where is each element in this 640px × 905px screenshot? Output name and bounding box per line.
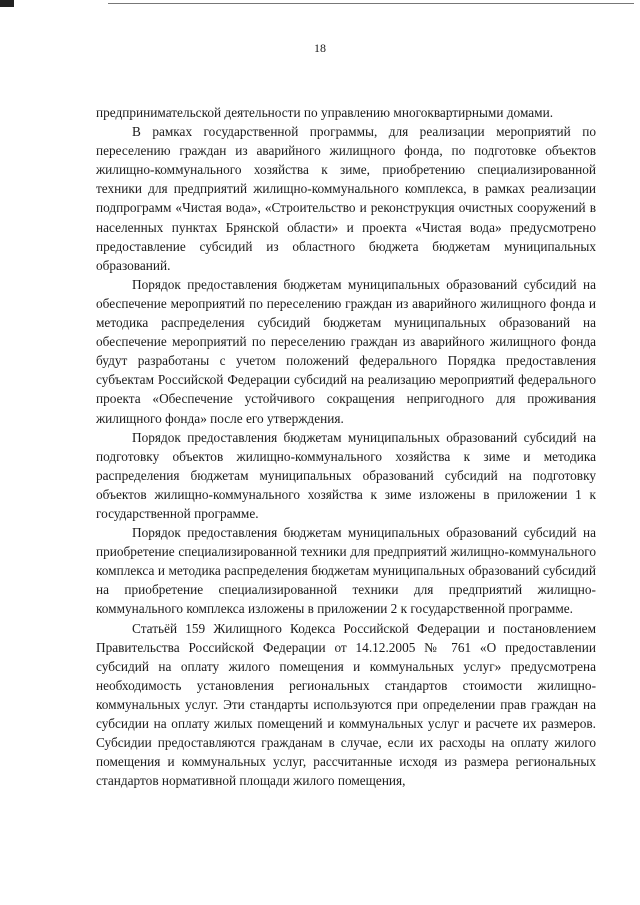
- paragraph-winter-preparation: Порядок предоставления бюджетам муниципальных образований субсидий на подготовку объектов жилищно-коммунального хозяйства к зиме и методика распределения бюджетам муниципальных образований субсидий на подготовку объектов жилищно-коммунального хозяйства к зиме изложены в приложении 1 к государственной программе.: [96, 429, 596, 521]
- page-body: [96, 103, 596, 790]
- paragraph-continuation: предпринимательской деятельности по управлению многоквартирными домами.: [96, 105, 554, 120]
- paragraph-resettlement-procedure: Порядок предоставления бюджетам муниципальных образований субсидий на обеспечение мероприятий по переселению граждан из аварийного жилищного фонда и методика распределения субсидий бюджетам муниципальных образований на обеспечение мероприятий по переселению граждан из аварийного жилищного фонда будут разработаны с учетом положений федерального Порядка предоставления субъектам Российской Федерации субсидий на реализацию мероприятий федерального проекта «Обеспечение устойчивого сокращения непригодного для проживания жилищного фонда» после его утверждения.: [96, 276, 596, 426]
- page-number: 18: [314, 41, 326, 55]
- top-rule: [108, 3, 634, 4]
- paragraph-housing-code-article-159: Статьёй 159 Жилищного Кодекса Российской Федерации и постановлением Правительства Российской Федерации от 14.12.2005 № 761 «О предоставлении субсидий на оплату жилого помещения и коммунальных услуг» предусмотрена необходимость установления региональных стандартов стоимости жилищно-коммунальных услуг. Эти стандарты используются при определении прав граждан на субсидии на оплату жилых помещений и коммунальных услуг и расчете их размеров. Субсидии предоставляются гражданам в случае, если их расходы на оплату жилого помещения и коммунальных услуг, рассчитанные исходя из размера региональных стандартов нормативной площади жилого помещения,: [96, 620, 596, 789]
- paragraph-state-program-subsidies: В рамках государственной программы, для реализации мероприятий по переселению граждан из аварийного жилищного фонда, по подготовке объектов жилищно-коммунального хозяйства к зиме, приобретению специализированной техники для предприятий жилищно-коммунального комплекса, в рамках реализации подпрограмм «Чистая вода», «Строительство и реконструкция очистных сооружений в населенных пунктах Брянской области» и проекта «Чистая вода» предусмотрено предоставление субсидий из областного бюджета бюджетам муниципальных образований.: [96, 124, 596, 273]
- paragraph-special-equipment: Порядок предоставления бюджетам муниципальных образований субсидий на приобретение специализированной техники для предприятий жилищно-коммунального комплекса и методика распределения бюджетам муниципальных образований субсидий на приобретение специализированной техники для предприятий жилищно-коммунального комплекса изложены в приложении 2 к государственной программе.: [96, 525, 596, 617]
- scan-corner-mark: [0, 0, 14, 7]
